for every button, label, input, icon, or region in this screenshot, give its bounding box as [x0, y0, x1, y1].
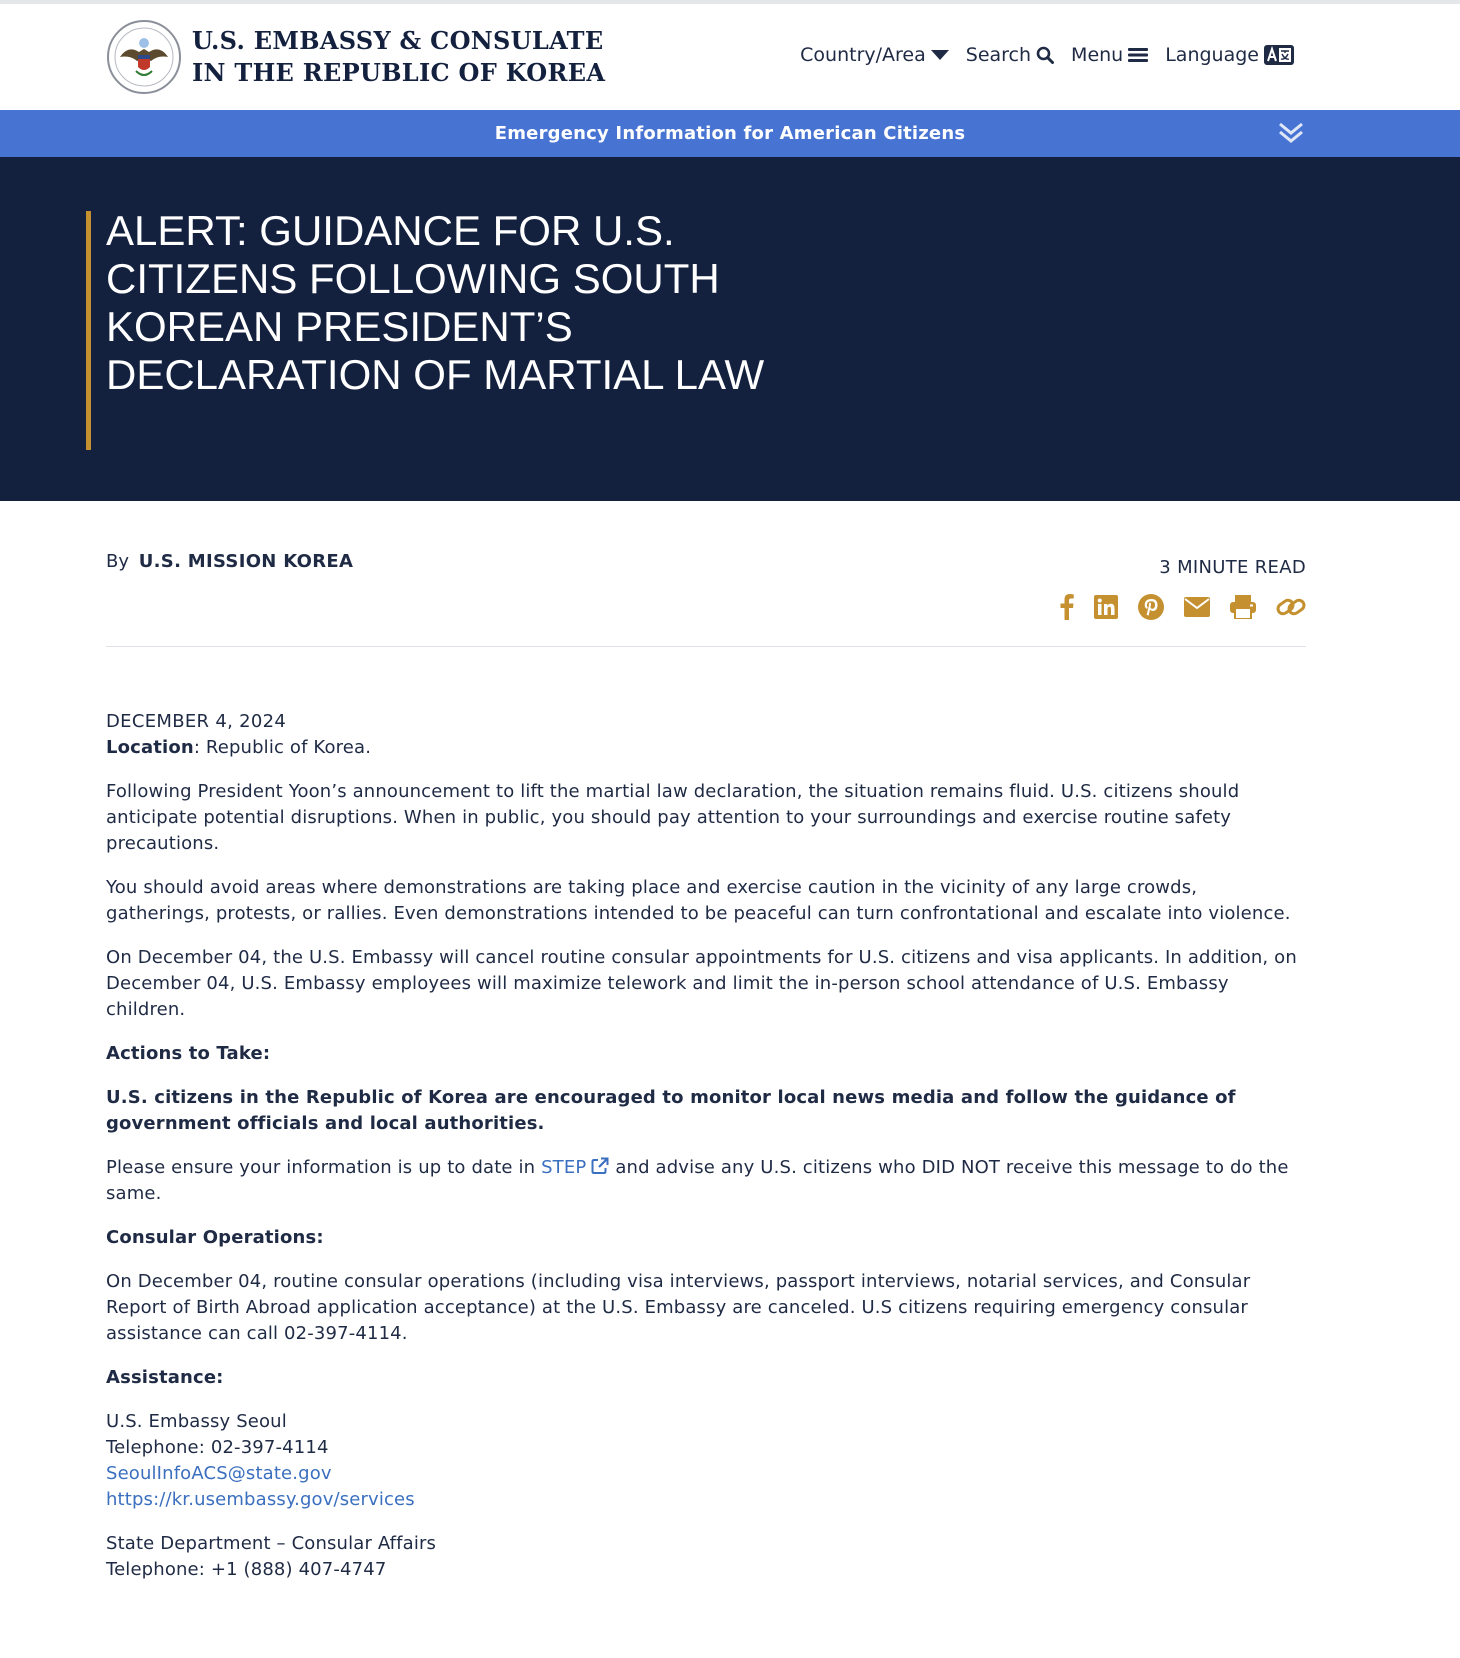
print-icon[interactable] [1230, 595, 1256, 619]
main-nav [783, 44, 1294, 66]
assistance-heading: Assistance: [106, 1367, 224, 1388]
emergency-banner-text: Emergency Information for American Citizens [494, 123, 966, 144]
paragraph-appointments: On December 04, the U.S. Embassy will cancel routine consular appointments for U.S. citizens and visa applicants. In addition, on December 04, U.S. Embassy employees will maximize telework and limit the in-person school attendance of U.S. Embassy children. [106, 947, 1297, 1020]
location-paragraph [106, 735, 1306, 761]
hamburger-icon [1128, 47, 1148, 63]
external-link-icon[interactable] [591, 1157, 609, 1175]
copy-link-icon[interactable] [1276, 595, 1306, 619]
step-paragraph [106, 1155, 1306, 1207]
email-icon[interactable] [1184, 597, 1210, 617]
consular-paragraph: On December 04, routine consular operations (including visa interviews, passport interviews, notarial services, and Consular Report of Birth Abroad application acceptance) at the U.S. Embassy are canceled. U.S citizens requiring emergency consular assistance can call 02-397-4114. [106, 1271, 1251, 1344]
article-meta [0, 501, 1460, 647]
double-chevron-down-icon[interactable] [1278, 121, 1304, 145]
step-link[interactable]: STEP [541, 1157, 587, 1178]
byline [106, 551, 353, 572]
by-label: By [106, 551, 130, 572]
share-toolbar [1040, 594, 1306, 620]
actions-paragraph: U.S. citizens in the Republic of Korea are encouraged to monitor local news media and follow the guidance of government officials and local authorities. [106, 1087, 1236, 1134]
site-title-line1: U.S. EMBASSY & CONSULATE [192, 26, 604, 55]
embassy-contact [106, 1409, 1306, 1513]
site-title-line2: IN THE REPUBLIC OF KOREA [192, 58, 606, 87]
country-area-dropdown[interactable] [800, 44, 949, 66]
menu-button[interactable] [1071, 44, 1148, 66]
embassy-phone: Telephone: 02-397-4114 [106, 1437, 329, 1458]
site-logo-link[interactable] [106, 19, 605, 95]
linkedin-icon[interactable] [1094, 595, 1118, 619]
article-body [0, 709, 1460, 1583]
emergency-banner[interactable] [0, 110, 1460, 157]
embassy-seal-icon [106, 19, 182, 95]
caret-down-icon [931, 49, 949, 61]
author-name: U.S. MISSION KOREA [138, 551, 354, 572]
facebook-icon[interactable] [1060, 594, 1074, 620]
location-label: Location [106, 737, 194, 758]
language-button[interactable] [1165, 44, 1294, 66]
site-header [0, 4, 1460, 110]
search-button[interactable] [966, 44, 1054, 66]
search-icon [1036, 46, 1054, 64]
menu-label: Menu [1071, 44, 1124, 66]
hero-accent-bar [86, 211, 91, 450]
search-label: Search [965, 44, 1032, 66]
country-area-label: Country/Area [800, 44, 926, 66]
read-time: 3 MINUTE READ [1159, 557, 1306, 578]
meta-divider [106, 646, 1306, 647]
state-dept-name: State Department – Consular Affairs [106, 1533, 437, 1554]
step-text-before: Please ensure your information is up to date in [106, 1157, 542, 1178]
embassy-email-link[interactable]: SeoulInfoACS@state.gov [106, 1463, 332, 1484]
location-value: : Republic of Korea. [193, 737, 372, 758]
consular-heading: Consular Operations: [106, 1227, 324, 1248]
language-label: Language [1165, 44, 1259, 66]
step-text-after: and advise any U.S. citizens who DID NOT receive this message to do the same. [106, 1157, 1289, 1204]
state-dept-contact [106, 1531, 1306, 1583]
paragraph-demonstrations: You should avoid areas where demonstrations are taking place and exercise caution in the vicinity of any large crowds, gatherings, protests, or rallies. Even demonstrations intended to be peaceful can turn confrontational and escalate into violence. [106, 877, 1291, 924]
actions-heading: Actions to Take: [106, 1043, 271, 1064]
hero-section [0, 157, 1460, 501]
paragraph-situation: Following President Yoon’s announcement to lift the martial law declaration, the situation remains fluid. U.S. citizens should anticipate potential disruptions. When in public, you should pay attention to your surroundings and exercise routine safety precautions. [106, 781, 1240, 854]
translate-icon [1264, 45, 1294, 65]
embassy-services-link[interactable]: https://kr.usembassy.gov/services [106, 1489, 415, 1510]
pinterest-icon[interactable] [1138, 594, 1164, 620]
article-date: DECEMBER 4, 2024 [106, 711, 287, 732]
state-dept-phone: Telephone: +1 (888) 407-4747 [106, 1559, 387, 1580]
embassy-name: U.S. Embassy Seoul [106, 1411, 287, 1432]
page-title: ALERT: GUIDANCE FOR U.S. CITIZENS FOLLOWING SOUTH KOREAN PRESIDENT’S DECLARATION OF MARTIAL LAW [106, 207, 765, 398]
